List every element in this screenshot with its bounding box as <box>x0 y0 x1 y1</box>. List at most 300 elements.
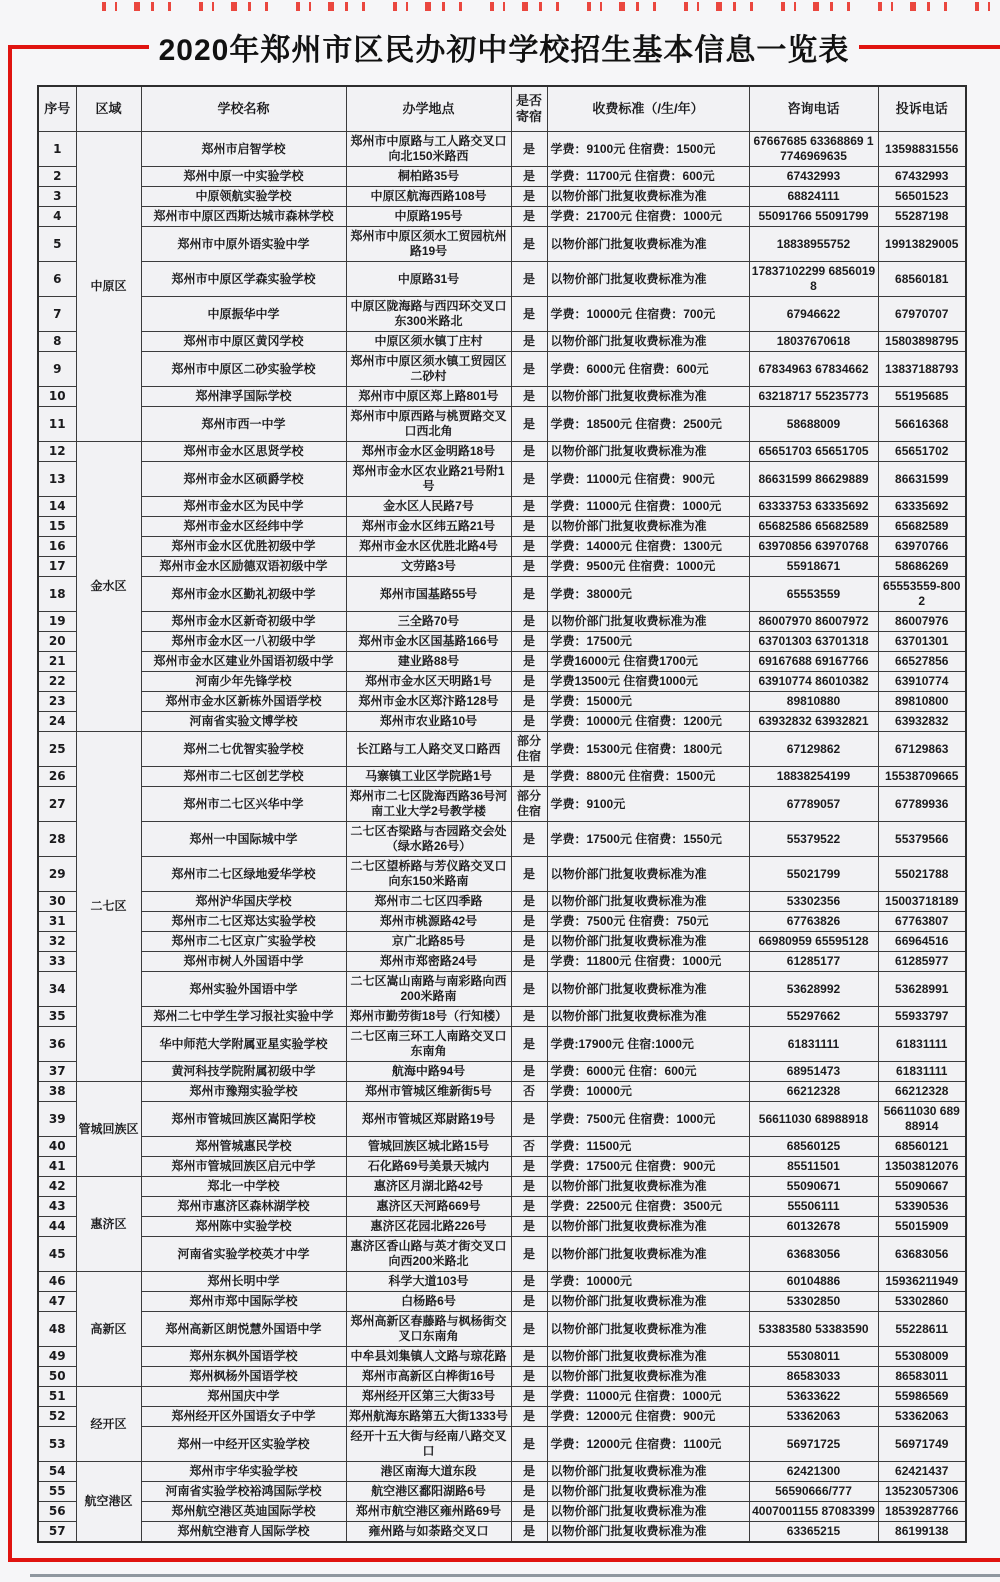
cell-school-name: 郑州枫杨外国语学校 <box>141 1367 346 1387</box>
cell-school-name: 郑州市宇华实验学校 <box>141 1462 346 1482</box>
cell-boarding: 是 <box>511 1312 547 1347</box>
cell-fee: 学费：15300元 住宿费：1800元 <box>547 732 749 767</box>
cell-number: 43 <box>38 1197 76 1217</box>
cell-address: 郑州市国基路55号 <box>346 577 511 612</box>
cell-fee: 以物价部门批复收费标准为准 <box>547 227 749 262</box>
table-row <box>38 227 966 262</box>
cell-number: 29 <box>38 857 76 892</box>
cell-number: 50 <box>38 1367 76 1387</box>
cell-number: 5 <box>38 227 76 262</box>
cell-consult-phone: 55506111 <box>749 1197 878 1217</box>
cell-number: 14 <box>38 497 76 517</box>
cell-school-name: 郑州市西一中学 <box>141 407 346 442</box>
cell-boarding: 是 <box>511 822 547 857</box>
cell-school-name: 郑州沪华国庆学校 <box>141 892 346 912</box>
cell-address: 金水区人民路7号 <box>346 497 511 517</box>
table-row <box>38 932 966 952</box>
cell-boarding: 是 <box>511 1217 547 1237</box>
cell-consult-phone: 67834963 67834662 <box>749 352 878 387</box>
table-row <box>38 577 966 612</box>
cell-school-name: 河南省实验文博学校 <box>141 712 346 732</box>
cell-fee: 以物价部门批复收费标准为准 <box>547 1522 749 1543</box>
table-row <box>38 612 966 632</box>
title-row <box>8 26 1000 68</box>
cell-boarding: 是 <box>511 1062 547 1082</box>
cell-consult-phone: 60104886 <box>749 1272 878 1292</box>
cell-consult-phone: 53633622 <box>749 1387 878 1407</box>
cell-region: 航空港区 <box>76 1462 141 1543</box>
cell-complaint-phone: 62421437 <box>878 1462 966 1482</box>
cell-number: 26 <box>38 767 76 787</box>
cell-boarding: 部分住宿 <box>511 732 547 767</box>
cell-boarding: 是 <box>511 132 547 167</box>
cell-fee: 学费：17500元 住宿费：1550元 <box>547 822 749 857</box>
cell-number: 41 <box>38 1157 76 1177</box>
cell-fee: 以物价部门批复收费标准为准 <box>547 1177 749 1197</box>
cell-consult-phone: 68560125 <box>749 1137 878 1157</box>
column-header-7: 投诉电话 <box>878 86 966 132</box>
table-row <box>38 1197 966 1217</box>
cell-address: 郑州市高新区白桦街16号 <box>346 1367 511 1387</box>
cell-consult-phone: 18838955752 <box>749 227 878 262</box>
table-row <box>38 1462 966 1482</box>
cell-number: 40 <box>38 1137 76 1157</box>
cell-complaint-phone: 86583011 <box>878 1367 966 1387</box>
cell-boarding: 是 <box>511 407 547 442</box>
cell-school-name: 郑州市金水区一八初级中学 <box>141 632 346 652</box>
cell-consult-phone: 86631599 86629889 <box>749 462 878 497</box>
cell-address: 长江路与工人路交叉口路西 <box>346 732 511 767</box>
cell-consult-phone: 63365215 <box>749 1522 878 1543</box>
cell-address: 二七区望桥路与芳仪路交叉口向东150米路南 <box>346 857 511 892</box>
cell-consult-phone: 62421300 <box>749 1462 878 1482</box>
cell-boarding: 是 <box>511 1367 547 1387</box>
column-header-0: 序号 <box>38 86 76 132</box>
cell-fee: 以物价部门批复收费标准为准 <box>547 1217 749 1237</box>
cell-address: 郑州市金水区纬五路21号 <box>346 517 511 537</box>
cell-address: 郑州市桃源路42号 <box>346 912 511 932</box>
cell-boarding: 是 <box>511 537 547 557</box>
table-row <box>38 712 966 732</box>
cell-complaint-phone: 63701301 <box>878 632 966 652</box>
cell-school-name: 郑州市中原外语实验中学 <box>141 227 346 262</box>
cell-school-name: 郑州市二七区绿地爱华学校 <box>141 857 346 892</box>
table-row <box>38 442 966 462</box>
cell-fee: 以物价部门批复收费标准为准 <box>547 1367 749 1387</box>
cell-address: 郑州市金水区农业路21号附1号 <box>346 462 511 497</box>
cell-number: 52 <box>38 1407 76 1427</box>
cell-consult-phone: 67432993 <box>749 167 878 187</box>
cell-number: 8 <box>38 332 76 352</box>
cell-school-name: 郑州航空港区英迪国际学校 <box>141 1502 346 1522</box>
cell-complaint-phone: 61285977 <box>878 952 966 972</box>
table-row <box>38 462 966 497</box>
cell-consult-phone: 63218717 55235773 <box>749 387 878 407</box>
cell-complaint-phone: 15803898795 <box>878 332 966 352</box>
table-row <box>38 297 966 332</box>
title-right-red-line <box>859 45 1000 49</box>
table-row <box>38 387 966 407</box>
cell-boarding: 是 <box>511 1522 547 1543</box>
cell-fee: 学费：8800元 住宿费：1500元 <box>547 767 749 787</box>
cell-consult-phone: 63910774 86010382 <box>749 672 878 692</box>
cell-complaint-phone: 66527856 <box>878 652 966 672</box>
cell-consult-phone: 67789057 <box>749 787 878 822</box>
cell-number: 11 <box>38 407 76 442</box>
cell-address: 郑州市金水区郑汴路128号 <box>346 692 511 712</box>
cell-consult-phone: 56590666/777 <box>749 1482 878 1502</box>
cell-boarding: 是 <box>511 297 547 332</box>
cell-fee: 学费：11800元 住宿费：1000元 <box>547 952 749 972</box>
cell-boarding: 是 <box>511 387 547 407</box>
cell-consult-phone: 55091766 55091799 <box>749 207 878 227</box>
cell-school-name: 黄河科技学院附属初级中学 <box>141 1062 346 1082</box>
cell-address: 二七区嵩山南路与南彩路向西200米路南 <box>346 972 511 1007</box>
table-header <box>38 86 966 132</box>
cell-complaint-phone: 86007976 <box>878 612 966 632</box>
cell-boarding: 部分住宿 <box>511 787 547 822</box>
cell-fee: 以物价部门批复收费标准为准 <box>547 517 749 537</box>
cell-number: 16 <box>38 537 76 557</box>
cell-complaint-phone: 18539287766 <box>878 1502 966 1522</box>
cell-school-name: 郑州市豫翔实验学校 <box>141 1082 346 1102</box>
cell-school-name: 郑州市二七区兴华中学 <box>141 787 346 822</box>
cell-school-name: 郑州市惠济区森林湖学校 <box>141 1197 346 1217</box>
cell-fee: 学费：10000元 住宿费：700元 <box>547 297 749 332</box>
cell-complaint-phone: 13598831556 <box>878 132 966 167</box>
cell-consult-phone: 67129862 <box>749 732 878 767</box>
cell-boarding: 是 <box>511 577 547 612</box>
cell-school-name: 郑州市金水区新栋外国语学校 <box>141 692 346 712</box>
table-row <box>38 767 966 787</box>
table-row <box>38 262 966 297</box>
cell-complaint-phone: 55287198 <box>878 207 966 227</box>
column-header-2: 学校名称 <box>141 86 346 132</box>
title-left-red-line <box>8 45 149 49</box>
cell-number: 54 <box>38 1462 76 1482</box>
cell-fee: 学费13500元 住宿费1000元 <box>547 672 749 692</box>
cell-number: 4 <box>38 207 76 227</box>
cell-boarding: 是 <box>511 612 547 632</box>
cell-address: 郑州市二七区四季路 <box>346 892 511 912</box>
table-body <box>38 132 966 1543</box>
cell-complaint-phone: 63970766 <box>878 537 966 557</box>
cell-fee: 学费：38000元 <box>547 577 749 612</box>
cell-school-name: 河南省实验学校英才中学 <box>141 1237 346 1272</box>
cell-consult-phone: 86583033 <box>749 1367 878 1387</box>
cell-complaint-phone: 68560121 <box>878 1137 966 1157</box>
cell-fee: 以物价部门批复收费标准为准 <box>547 187 749 207</box>
cell-complaint-phone: 66212328 <box>878 1082 966 1102</box>
clipped-red-text-decoration <box>88 0 1000 13</box>
cell-fee: 学费:17900元 住宿:1000元 <box>547 1027 749 1062</box>
cell-consult-phone: 55379522 <box>749 822 878 857</box>
table-row <box>38 822 966 857</box>
cell-fee: 学费：14000元 住宿费：1300元 <box>547 537 749 557</box>
cell-boarding: 是 <box>511 517 547 537</box>
cell-address: 郑州市勤劳街18号（行知楼） <box>346 1007 511 1027</box>
table-row <box>38 1272 966 1292</box>
cell-complaint-phone: 65651702 <box>878 442 966 462</box>
cell-school-name: 郑北一中学校 <box>141 1177 346 1197</box>
cell-address: 郑州经开区第三大街33号 <box>346 1387 511 1407</box>
cell-address: 建业路88号 <box>346 652 511 672</box>
cell-school-name: 郑州市管城回族区启元中学 <box>141 1157 346 1177</box>
cell-complaint-phone: 53362063 <box>878 1407 966 1427</box>
cell-consult-phone: 53628992 <box>749 972 878 1007</box>
column-header-1: 区域 <box>76 86 141 132</box>
cell-number: 44 <box>38 1217 76 1237</box>
cell-number: 2 <box>38 167 76 187</box>
cell-address: 航空港区鄱阳湖路6号 <box>346 1482 511 1502</box>
cell-boarding: 是 <box>511 632 547 652</box>
cell-fee: 以物价部门批复收费标准为准 <box>547 1462 749 1482</box>
cell-boarding: 是 <box>511 1502 547 1522</box>
cell-school-name: 郑州陈中实验学校 <box>141 1217 346 1237</box>
cell-region: 二七区 <box>76 732 141 1082</box>
cell-complaint-phone: 63335692 <box>878 497 966 517</box>
table-row <box>38 672 966 692</box>
cell-address: 二七区杏梁路与杏园路交会处（绿水路26号） <box>346 822 511 857</box>
cell-school-name: 郑州一中国际城中学 <box>141 822 346 857</box>
cell-consult-phone: 85511501 <box>749 1157 878 1177</box>
cell-address: 马寨镇工业区学院路1号 <box>346 767 511 787</box>
cell-fee: 以物价部门批复收费标准为准 <box>547 972 749 1007</box>
cell-school-name: 郑州市中原区二砂实验学校 <box>141 352 346 387</box>
cell-address: 郑州市中原区须水工贸园杭州路19号 <box>346 227 511 262</box>
cell-consult-phone: 53383580 53383590 <box>749 1312 878 1347</box>
cell-address: 桐柏路35号 <box>346 167 511 187</box>
cell-complaint-phone: 86631599 <box>878 462 966 497</box>
cell-consult-phone: 55021799 <box>749 857 878 892</box>
cell-complaint-phone: 15003718189 <box>878 892 966 912</box>
cell-consult-phone: 18037670618 <box>749 332 878 352</box>
cell-number: 38 <box>38 1082 76 1102</box>
cell-boarding: 是 <box>511 1007 547 1027</box>
cell-address: 石化路69号美景天城内 <box>346 1157 511 1177</box>
cell-region: 管城回族区 <box>76 1082 141 1177</box>
cell-fee: 以物价部门批复收费标准为准 <box>547 262 749 297</box>
cell-boarding: 是 <box>511 1347 547 1367</box>
cell-boarding: 是 <box>511 1272 547 1292</box>
table-row <box>38 207 966 227</box>
cell-boarding: 是 <box>511 857 547 892</box>
cell-number: 34 <box>38 972 76 1007</box>
table-row <box>38 1407 966 1427</box>
table-row <box>38 1217 966 1237</box>
cell-fee: 学费：22500元 住宿费：3500元 <box>547 1197 749 1217</box>
cell-number: 3 <box>38 187 76 207</box>
column-header-5: 收费标准（/生/年） <box>547 86 749 132</box>
cell-address: 白杨路6号 <box>346 1292 511 1312</box>
cell-number: 31 <box>38 912 76 932</box>
table-row <box>38 1502 966 1522</box>
cell-number: 1 <box>38 132 76 167</box>
cell-number: 12 <box>38 442 76 462</box>
cell-complaint-phone: 55090667 <box>878 1177 966 1197</box>
cell-school-name: 郑州市金水区勤礼初级中学 <box>141 577 346 612</box>
cell-consult-phone: 66212328 <box>749 1082 878 1102</box>
cell-consult-phone: 63970856 63970768 <box>749 537 878 557</box>
cell-fee: 学费：11000元 住宿费：900元 <box>547 462 749 497</box>
cell-boarding: 是 <box>511 187 547 207</box>
cell-consult-phone: 55090671 <box>749 1177 878 1197</box>
cell-complaint-phone: 13837188793 <box>878 352 966 387</box>
cell-school-name: 河南少年先锋学校 <box>141 672 346 692</box>
cell-address: 郑州市航空港区雍州路69号 <box>346 1502 511 1522</box>
cell-fee: 学费：11700元 住宿费：600元 <box>547 167 749 187</box>
cell-fee: 以物价部门批复收费标准为准 <box>547 1312 749 1347</box>
cell-school-name: 郑州津孚国际学校 <box>141 387 346 407</box>
cell-address: 惠济区花园北路226号 <box>346 1217 511 1237</box>
cell-boarding: 是 <box>511 712 547 732</box>
cell-consult-phone: 67946622 <box>749 297 878 332</box>
cell-address: 郑州高新区春藤路与枫杨街交叉口东南角 <box>346 1312 511 1347</box>
cell-fee: 学费：18500元 住宿费：2500元 <box>547 407 749 442</box>
cell-consult-phone: 53362063 <box>749 1407 878 1427</box>
cell-boarding: 是 <box>511 912 547 932</box>
cell-address: 中原区航海西路108号 <box>346 187 511 207</box>
cell-number: 55 <box>38 1482 76 1502</box>
cell-number: 13 <box>38 462 76 497</box>
cell-consult-phone: 63701303 63701318 <box>749 632 878 652</box>
cell-boarding: 是 <box>511 672 547 692</box>
cell-address: 中原路31号 <box>346 262 511 297</box>
cell-school-name: 郑州市管城回族区嵩阳学校 <box>141 1102 346 1137</box>
column-header-6: 咨询电话 <box>749 86 878 132</box>
cell-fee: 学费：15000元 <box>547 692 749 712</box>
cell-complaint-phone: 56971749 <box>878 1427 966 1462</box>
table-row <box>38 1522 966 1543</box>
cell-region: 金水区 <box>76 442 141 732</box>
cell-number: 57 <box>38 1522 76 1543</box>
cell-fee: 学费：6000元 住宿：600元 <box>547 1062 749 1082</box>
cell-school-name: 河南省实验学校裕鸿国际学校 <box>141 1482 346 1502</box>
cell-complaint-phone: 67763807 <box>878 912 966 932</box>
cell-number: 28 <box>38 822 76 857</box>
cell-boarding: 是 <box>511 462 547 497</box>
cell-consult-phone: 56971725 <box>749 1427 878 1462</box>
cell-school-name: 中原振华中学 <box>141 297 346 332</box>
table-row <box>38 912 966 932</box>
cell-fee: 学费：12000元 住宿费：1100元 <box>547 1427 749 1462</box>
cell-school-name: 郑州市中原区学森实验学校 <box>141 262 346 297</box>
cell-address: 惠济区天河路669号 <box>346 1197 511 1217</box>
cell-school-name: 郑州实验外国语中学 <box>141 972 346 1007</box>
cell-region: 中原区 <box>76 132 141 442</box>
cell-complaint-phone: 56611030 68988914 <box>878 1102 966 1137</box>
cell-consult-phone: 17837102299 68560198 <box>749 262 878 297</box>
cell-school-name: 郑州二七中学生学习报社实验中学 <box>141 1007 346 1027</box>
cell-fee: 以物价部门批复收费标准为准 <box>547 1347 749 1367</box>
cell-region: 高新区 <box>76 1272 141 1387</box>
cell-address: 郑州市金水区金明路18号 <box>346 442 511 462</box>
table-row <box>38 517 966 537</box>
cell-fee: 以物价部门批复收费标准为准 <box>547 442 749 462</box>
cell-boarding: 是 <box>511 1237 547 1272</box>
cell-number: 45 <box>38 1237 76 1272</box>
cell-number: 39 <box>38 1102 76 1137</box>
cell-complaint-phone: 67789936 <box>878 787 966 822</box>
cell-school-name: 郑州经开区外国语女子中学 <box>141 1407 346 1427</box>
cell-complaint-phone: 19913829005 <box>878 227 966 262</box>
cell-complaint-phone: 53628991 <box>878 972 966 1007</box>
cell-school-name: 郑州市二七区京广实验学校 <box>141 932 346 952</box>
cell-fee: 以物价部门批复收费标准为准 <box>547 332 749 352</box>
table-row <box>38 1082 966 1102</box>
cell-address: 郑州市管城区维新街5号 <box>346 1082 511 1102</box>
cell-address: 经开十五大街与经南八路交叉口 <box>346 1427 511 1462</box>
table-row <box>38 407 966 442</box>
cell-consult-phone: 69167688 69167766 <box>749 652 878 672</box>
cell-school-name: 郑州市启智学校 <box>141 132 346 167</box>
cell-complaint-phone: 67129863 <box>878 732 966 767</box>
cell-boarding: 是 <box>511 497 547 517</box>
cell-address: 郑州市金水区国基路166号 <box>346 632 511 652</box>
cell-consult-phone: 55918671 <box>749 557 878 577</box>
cell-complaint-phone: 56616368 <box>878 407 966 442</box>
cell-consult-phone: 55308011 <box>749 1347 878 1367</box>
cell-boarding: 是 <box>511 892 547 912</box>
cell-complaint-phone: 53390536 <box>878 1197 966 1217</box>
table-row <box>38 1292 966 1312</box>
cell-address: 中牟县刘集镇人文路与琼花路 <box>346 1347 511 1367</box>
cell-boarding: 是 <box>511 932 547 952</box>
cell-fee: 学费：11500元 <box>547 1137 749 1157</box>
cell-fee: 以物价部门批复收费标准为准 <box>547 387 749 407</box>
cell-boarding: 是 <box>511 1292 547 1312</box>
cell-fee: 学费：11000元 住宿费：1000元 <box>547 1387 749 1407</box>
cell-number: 15 <box>38 517 76 537</box>
cell-number: 49 <box>38 1347 76 1367</box>
cell-region: 惠济区 <box>76 1177 141 1272</box>
cell-boarding: 是 <box>511 1157 547 1177</box>
cell-number: 17 <box>38 557 76 577</box>
cell-boarding: 是 <box>511 972 547 1007</box>
cell-school-name: 华中师范大学附属亚星实验学校 <box>141 1027 346 1062</box>
table-row <box>38 1312 966 1347</box>
cell-boarding: 是 <box>511 952 547 972</box>
cell-address: 中原路195号 <box>346 207 511 227</box>
cell-fee: 以物价部门批复收费标准为准 <box>547 1292 749 1312</box>
cell-address: 郑州市中原路与工人路交叉口向北150米路西 <box>346 132 511 167</box>
cell-fee: 以物价部门批复收费标准为准 <box>547 892 749 912</box>
cell-complaint-phone: 53302860 <box>878 1292 966 1312</box>
bottom-gray-divider <box>30 1574 1000 1577</box>
cell-fee: 学费：10000元 住宿费：1200元 <box>547 712 749 732</box>
cell-fee: 学费：6000元 住宿费：600元 <box>547 352 749 387</box>
table-row <box>38 787 966 822</box>
cell-boarding: 是 <box>511 767 547 787</box>
cell-number: 22 <box>38 672 76 692</box>
cell-boarding: 是 <box>511 167 547 187</box>
cell-address: 文劳路3号 <box>346 557 511 577</box>
cell-fee: 学费：9100元 住宿费：1500元 <box>547 132 749 167</box>
cell-boarding: 是 <box>511 1462 547 1482</box>
table-row <box>38 537 966 557</box>
cell-consult-phone: 61831111 <box>749 1027 878 1062</box>
table-row <box>38 1137 966 1157</box>
cell-consult-phone: 65651703 65651705 <box>749 442 878 462</box>
cell-complaint-phone: 61831111 <box>878 1062 966 1082</box>
cell-fee: 学费：9100元 <box>547 787 749 822</box>
cell-consult-phone: 89810880 <box>749 692 878 712</box>
cell-address: 管城回族区城北路15号 <box>346 1137 511 1157</box>
cell-school-name: 郑州市金水区为民中学 <box>141 497 346 517</box>
cell-school-name: 郑州市金水区硕爵学校 <box>141 462 346 497</box>
cell-complaint-phone: 67432993 <box>878 167 966 187</box>
cell-number: 42 <box>38 1177 76 1197</box>
